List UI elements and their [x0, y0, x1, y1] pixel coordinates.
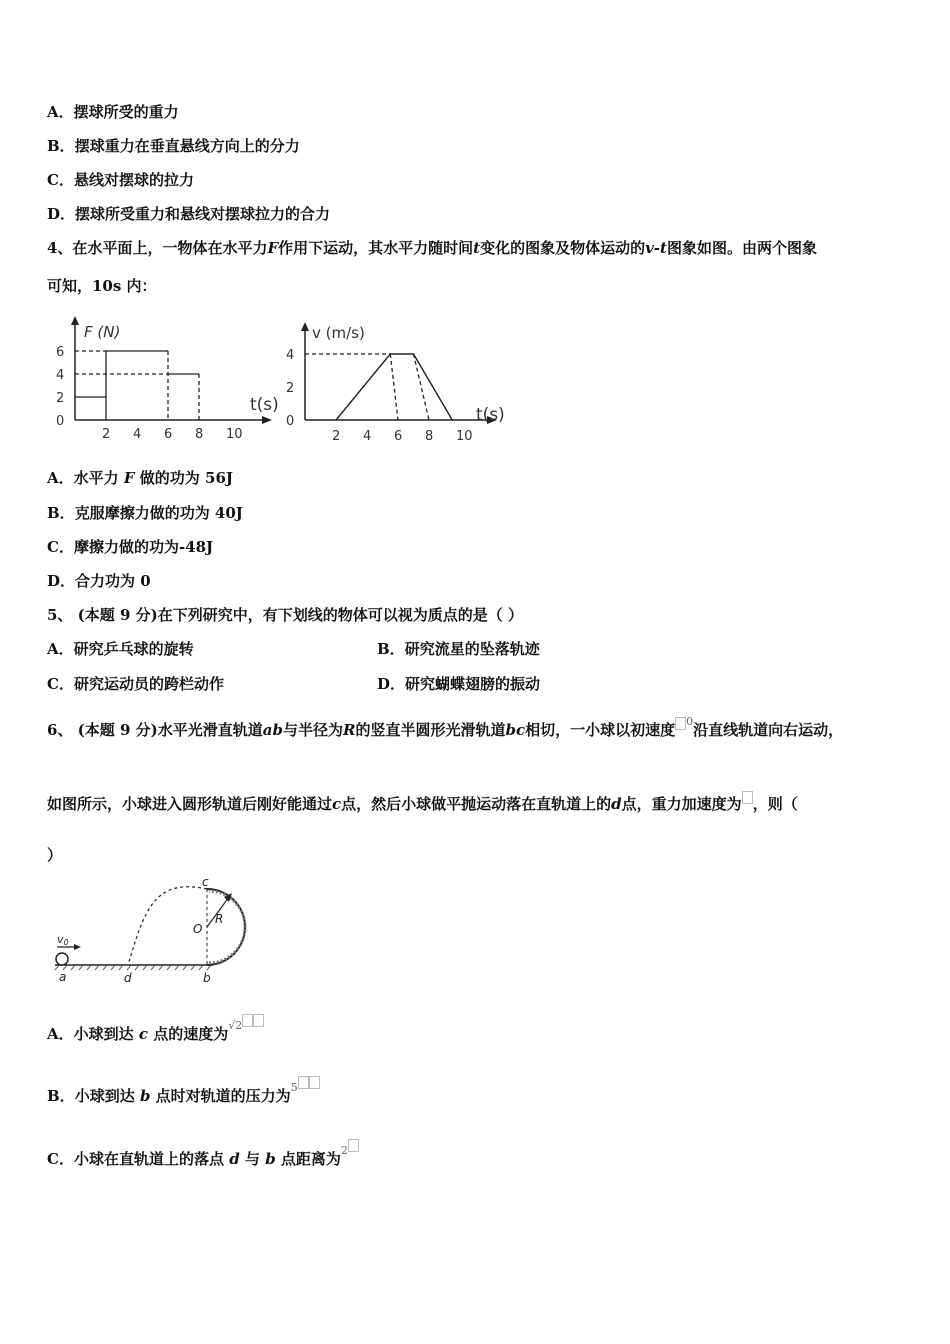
f-ytick: 2: [56, 391, 65, 406]
f-xtick: 10: [226, 427, 243, 442]
q4-stem: 4、在水平面上，一物体在水平力F作用下运动，其水平力随时间t变化的图象及物体运动的v-t图象如图。由两个图象: [47, 239, 817, 257]
f-ytick: 6: [56, 345, 65, 360]
q4-option-c: C．摩擦力做的功为-48J: [47, 538, 214, 556]
f-xtick: 6: [164, 427, 173, 442]
f-xlabel: t(s): [250, 395, 279, 415]
f-ytick: 4: [56, 368, 65, 383]
f-y-arrow: [71, 316, 79, 325]
ball: [56, 953, 68, 965]
v-xtick: 4: [363, 429, 372, 444]
f-ylabel: F (N): [84, 323, 121, 341]
q5-stem: 5、 (本题 9 分)在下列研究中，有下划线的物体可以视为质点的是（ ）: [47, 606, 523, 624]
v-xtick: 6: [394, 429, 403, 444]
v-y-arrow: [301, 322, 309, 331]
q6-option-a: A．小球到达 c 点的速度为$^{√2}$: [47, 1024, 264, 1044]
v-xlabel: t(s): [476, 405, 505, 425]
q5-option-a: A．研究乒乓球的旋转: [47, 640, 194, 658]
v-ytick: 4: [286, 348, 295, 363]
v-xtick: 2: [332, 429, 341, 444]
q5-option-c: C．研究运动员的跨栏动作: [47, 675, 224, 693]
q5-option-d: D．研究蝴蝶翅膀的振动: [377, 675, 541, 693]
label-a: a: [59, 970, 67, 984]
label-v0: v0: [57, 933, 69, 947]
label-b: b: [203, 971, 211, 985]
label-r: R: [215, 912, 224, 926]
q3-option-b: B．摆球重力在垂直悬线方向上的分力: [47, 137, 300, 155]
q6-stem: 6、 (本题 9 分)水平光滑直轨道ab与半径为R的竖直半圆形光滑轨道bc相切，一小球以初速度 $^0$沿直线轨道向右运动，: [47, 715, 844, 739]
q6-stem-line3: ）: [47, 846, 63, 864]
semicircle-hatching: [209, 891, 245, 963]
label-o: O: [193, 922, 203, 936]
q3-option-d: D．摆球所受重力和悬线对摆球拉力的合力: [47, 205, 331, 223]
v-xtick: 8: [425, 429, 434, 444]
f-xtick: 2: [102, 427, 111, 442]
v-ytick: 2: [286, 381, 295, 396]
label-c: c: [202, 875, 209, 889]
q5-option-b: B．研究流星的坠落轨迹: [377, 640, 540, 658]
f-x-arrow: [262, 416, 272, 424]
v-xtick: 10: [456, 429, 473, 444]
q4-option-a: A．水平力 F 做的功为 56J: [47, 469, 233, 487]
track-diagram: [45, 873, 260, 988]
v-trapezoid-line: [336, 354, 452, 420]
f-ytick: 0: [56, 414, 65, 429]
v-vert-8: [414, 354, 430, 420]
force-time-graph: [50, 312, 279, 447]
q6-stem-line2: 如图所示，小球进入圆形轨道后刚好能通过c点，然后小球做平抛运动落在直轨道上的d点，重力加速度为 ，则（: [47, 794, 798, 814]
f-xtick: 8: [195, 427, 204, 442]
q4-option-b: B．克服摩擦力做的功为 40J: [47, 504, 243, 522]
v-vert-6: [390, 354, 398, 420]
velocity-time-graph: [280, 318, 515, 448]
q3-option-a: A．摆球所受的重力: [47, 103, 179, 121]
v-ytick: 0: [286, 414, 295, 429]
v-ylabel: v (m/s): [312, 324, 365, 342]
q6-option-b: B．小球到达 b 点时对轨道的压力为$^5$: [47, 1086, 320, 1106]
q4-stem-line2: 可知，10s 内：: [47, 277, 157, 295]
q6-option-c: C．小球在直轨道上的落点 d 与 b 点距离为$^2$: [47, 1149, 359, 1169]
label-d: d: [124, 971, 132, 985]
q3-option-c: C．悬线对摆球的拉力: [47, 171, 194, 189]
q4-option-d: D．合力功为 0: [47, 572, 151, 590]
v0-arrowhead: [74, 944, 81, 950]
f-xtick: 4: [133, 427, 142, 442]
